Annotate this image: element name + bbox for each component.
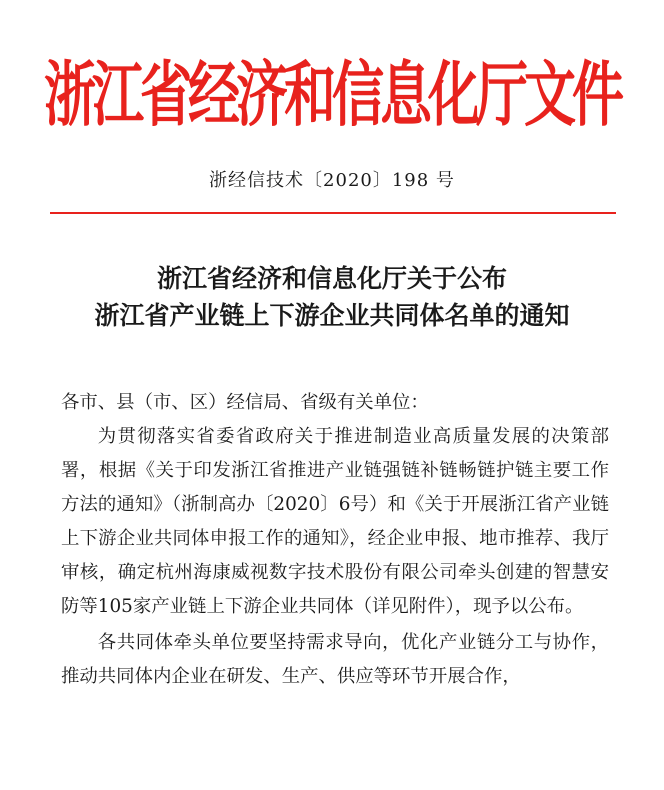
body-paragraph-1: 为贯彻落实省委省政府关于推进制造业高质量发展的决策部署，根据《关于印发浙江省推进产业链强链补链畅链护链主要工作方法的通知》（浙制高办〔2020〕6号）和《关于开展浙江省产业链上下游企业共同体申报工作的通知》，经企业申报、地市推荐、我厅审核，确定杭州海康威视数字技术股份有限公司牵头创建的智慧安防等105家产业链上下游企业共同体（详见附件），现予以公布。 [61, 426, 609, 617]
notice-title-line-1: 浙江省经济和信息化厅关于公布 [156, 264, 507, 293]
document-number: 浙经信技术〔2020〕198 号 [209, 170, 455, 191]
body-paragraph-2: 各共同体牵头单位要坚持需求导向，优化产业链分工与协作，推动共同体内企业在研发、生产、供应等环节开展合作， [61, 632, 609, 687]
masthead-title: 浙江省经济和信息化厅文件 [43, 55, 620, 137]
red-divider-line [50, 212, 616, 214]
notice-body [61, 386, 609, 694]
notice-title-line-2: 浙江省产业链上下游企业共同体名单的通知 [94, 301, 570, 330]
salutation: 各市、县（市、区）经信局、省级有关单位： [61, 392, 429, 413]
notice-title [0, 260, 664, 334]
